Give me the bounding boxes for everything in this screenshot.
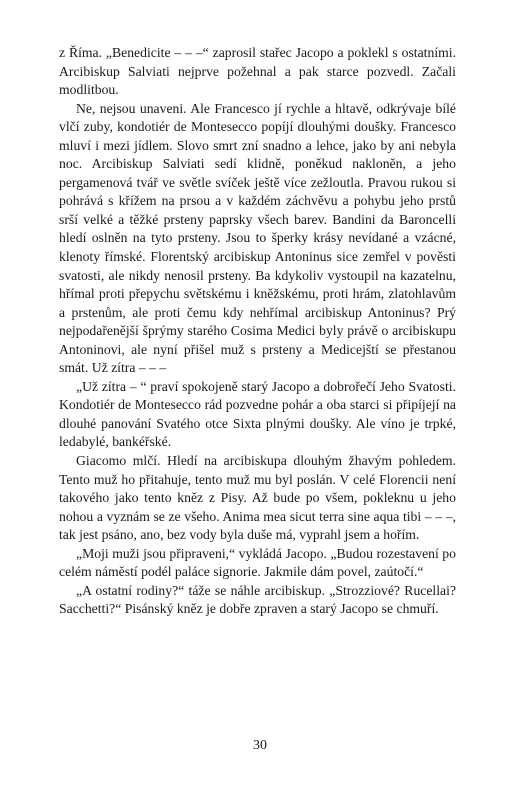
paragraph-5: „Moji muži jsou připraveni,“ vykládá Jacopo. „Budou rozestavení po celém náměstí podél paláce signorie. Jakmile dám povel, zaútočí.“ xyxy=(59,545,456,580)
paragraph-1: z Říma. „Benedicite – – –“ zaprosil stařec Jacopo a poklekl s ostatními. Arcibiskup Salviati nejprve požehnal a pak starce pozvedl. Začali modlitbou. xyxy=(59,45,456,98)
paragraph-2: Ne, nejsou unaveni. Ale Francesco jí rychle a hltavě, odkrývaje bílé vlčí zuby, kondotiér de Montesecco popíjí dlouhými doušky. Francesco mluví i mezi jídlem. Slovo smrt zní snadno a lehce, jako by ani nebyla noc. Arcibiskup Salviati sedí klidně, poněkud nakloněn, a jeho pergamenová tvář ve světle svíček ještě více zežloutla. Pravou rukou si pohrává s křížem na prsou a v každém záchvěvu a pohybu jeho prstů srší velké a těžké prsteny paprsky všech barev. Bandini da Baroncelli hledí oslněn na tyto prsteny. Jsou to šperky krásy nevídané a vzácné, klenoty římské. Florentský arcibiskup Antoninus sice zemřel v pověsti svatosti, ale nikdy nenosil prsteny. Ba kdykoliv vystoupil na kazatelnu, hřímal proti přepychu světskému i kněžskému, proti hrám, zlatohlavům a prstenům, ale proti čemu kdy nehřímal arcibiskup Antoninus? Prý nejpodařenější šprýmy starého Cosima Medici byly právě o arcibiskupu Antoninovi, ale nyní přišel muž s prsteny a Medicejští se přestanou smát. Už zítra – – – xyxy=(59,100,456,376)
body-text xyxy=(59,44,456,619)
paragraph-4: Giacomo mlčí. Hledí na arcibiskupa dlouhým žhavým pohledem. Tento muž ho přitahuje, tento muž mu byl poslán. V celé Florencii není takového jako tento kněz z Pisy. Až bude po všem, pokleknu u jeho nohou a vyznám se ze všeho. Anima mea sicut terra sine aqua tibi – – –, tak jest psáno, ano, bez vody byla duše má, vyprahl jsem a hořím. xyxy=(59,453,456,543)
paragraph-6: „A ostatní rodiny?“ táže se náhle arcibiskup. „Strozziové? Rucellai? Sacchetti?“ Pisánský kněz je dobře zpraven a starý Jacopo se chmuří. xyxy=(59,582,456,617)
paragraph-3: „Už zítra – “ praví spokojeně starý Jacopo a dobrořečí Jeho Svatosti. Kondotiér de Montesecco rád pozvedne pohár a oba starci si připíjejí na dlouhé panování Svatého otce Sixta plnými doušky. Ale víno je trpké, ledabylé, bankéřské. xyxy=(59,378,456,450)
page-number: 30 xyxy=(253,738,267,753)
